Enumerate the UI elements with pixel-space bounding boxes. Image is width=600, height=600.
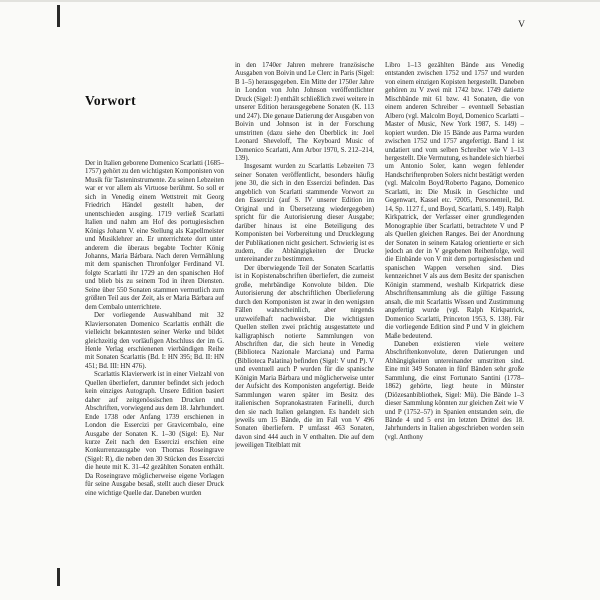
page-number: V xyxy=(518,20,525,30)
text-column-3 xyxy=(385,62,524,586)
scan-mark-top xyxy=(57,5,60,27)
paragraph: in den 1740er Jahren mehrere französische Ausgaben von Boivin und Le Clerc in Paris (Sigel: B 1–5) herausgegeben. Ein Mitte der 1750er Jahre in London von John Johnson veröffentlichter Druck (Sigel: J) enthält schließlich zwei weitere in unserer Edition herausgegebene Sonaten (K. 113 und 247). Die genaue Datierung der Ausgaben von Boivin und Johnson ist in der Forschung umstritten (dazu siehe den Überblick in: Joel Leonard Sheveloff, The Keyboard Music of Domenico Scarlatti, Ann Arbor 1970, S. 212–214, 139). xyxy=(235,62,374,162)
paragraph: Der vorliegende Auswahlband mit 32 Klaviersonaten Domenico Scarlattis enthält die vielleicht bekanntesten seiner Werke und bildet gleichzeitig den vorläufigen Abschluss der im G. Henle Verlag erschienenen vierbändigen Reihe mit Sonaten Scarlattis (Bd. I: HN 395; Bd. II: HN 451; Bd. III: HN 476). xyxy=(85,312,224,370)
paragraph: Der überwiegende Teil der Sonaten Scarlattis ist in Kopistenabschriften überliefert, die zumeist große, mehrbändige Konvolute bilden. Die Autorisierung der abschriftlichen Überlieferung durch den Komponisten ist zwar in den wenigsten Fällen wahrscheinlich, aber nirgends unzweifelhaft nachweisbar. Die wichtigsten Quellen stellen zwei prächtig ausgestattete und kalligraphisch notierte Sammlungen von Abschriften dar, die sich heute in Venedig (Biblioteca Nazionale Marciana) und Parma (Biblioteca Palatina) befinden (Sigel: V und P). V und eventuell auch P wurden für die spanische Königin Maria Bárbara und möglicherweise unter der Aufsicht des Komponisten angefertigt. Beide Sammlungen waren später im Besitz des italienischen Sopranokastraten Farinelli, durch den sie nach Italien gelangten. Es handelt sich jeweils um 15 Bände, die im Fall von V 496 Sonaten überliefern. P umfasst 463 Sonaten, davon sind 444 auch in V enthalten. Die auf dem jeweiligen Titelblatt mit xyxy=(235,264,374,450)
text-column-1 xyxy=(85,160,224,586)
text-column-2 xyxy=(235,62,374,586)
page-edge-line xyxy=(0,0,600,2)
scan-mark-bottom xyxy=(57,568,60,586)
paragraph: Der in Italien geborene Domenico Scarlatti (1685–1757) gehört zu den wichtigsten Komponisten von Musik für Tasteninstrumente. Zu seinen Lebzeiten war er vor allem als Virtuose berühmt. So soll er sich in Venedig einem Wettstreit mit Georg Friedrich Händel gestellt haben, der unentschieden ausging. 1719 verließ Scarlatti Italien und nahm am Hof des portugiesischen Königs Johann V. eine Stellung als Kapellmeister und Musiklehrer an. Er unterrichtete dort unter anderem die überaus begabte Tochter König Johanns, Maria Bárbara. Nach deren Vermählung mit dem spanischen Thronfolger Ferdinand VI. folgte Scarlatti ihr 1729 an den spanischen Hof und blieb bis zu seinem Tod in ihren Diensten. Seine über 550 Sonaten stammen vermutlich zum größten Teil aus der Zeit, als er Maria Bárbara auf dem Cembalo unterrichtete. xyxy=(85,160,224,311)
paragraph: Insgesamt wurden zu Scarlattis Lebzeiten 73 seiner Sonaten veröffentlicht, besonders häufig jene 30, die sich in den Essercizi befinden. Das angeblich von Scarlatti stammende Vorwort zu den Essercizi (auf S. IV unserer Edition im Original und in Übersetzung wiedergegeben) spricht für die Autorisierung dieser Ausgabe; darüber hinaus ist eine Beteiligung des Komponisten bei Vorbereitung und Drucklegung der Publikationen nicht gesichert. Schwierig ist es zudem, die Abhängigkeiten der Drucke untereinander zu bestimmen. xyxy=(235,163,374,264)
paragraph: Libro 1–13 gezählten Bände aus Venedig entstanden zwischen 1752 und 1757 und wurden von einem einzigen Kopisten hergestellt. Daneben gehören zu V zwei mit 1742 bzw. 1749 datierte Mischbände mit 61 bzw. 41 Sonaten, die von einem anderen Schreiber – eventuell Sebastian Albero (vgl. Malcolm Boyd, Domenico Scarlatti – Master of Music, New York 1987, S. 149) – kopiert wurden. Die 15 Bände aus Parma wurden zwischen 1752 und 1757 angefertigt. Band 1 ist undatiert und vom selben Schreiber wie V 1–13 hergestellt. Die Vermutung, es handele sich hierbei um Antonio Soler, kann wegen fehlender Handschriftenproben Solers nicht bestätigt werden (vgl. Malcolm Boyd/Roberto Pagano, Domenico Scarlatti, in: Die Musik in Geschichte und Gegenwart, Kassel etc. ²2005, Personenteil, Bd. 14, Sp. 1127 f., und Boyd, Scarlatti, S. 149). Ralph Kirkpatrick, der Verfasser einer grundlegenden Monographie über Scarlatti, betrachtete V und P als Quellen gleichen Ranges. Bei der Anordnung der Sonaten in seinem Katalog orientierte er sich jedoch an der in V gegebenen Reihenfolge, weil die Einbände von V mit dem portugiesischen und spanischen Wappen versehen sind. Dies kennzeichnet V als aus dem Besitz der spanischen Königin stammend, weshalb Kirkpatrick diese Abschriftensammlung als die gültige Fassung ansah, die mit Scarlattis Wissen und Zustimmung angefertigt wurde (vgl. Ralph Kirkpatrick, Domenico Scarlatti, Princeton 1953, S. 138). Für die vorliegende Edition sind P und V in gleichem Maße bedeutend. xyxy=(385,62,524,340)
page-title: Vorwort xyxy=(85,93,137,109)
paragraph: Scarlattis Klavierwerk ist in einer Vielzahl von Quellen überliefert, darunter befindet sich jedoch kein einziges Autograph. Unsere Edition basiert daher auf zeitgenössischen Drucken und Abschriften, vorwiegend aus dem 18. Jahrhundert. Ende 1738 oder Anfang 1739 erschienen in London die Essercizi per Gravicembalo, eine Ausgabe der Sonaten K. 1–30 (Sigel: E). Nur kurze Zeit nach den Essercizi erschien eine Konkurrenzausgabe von Thomas Roseingrave (Sigel: R), die neben den 30 Stücken des Essercizi die heute mit K. 31–42 gezählten Sonaten enthält. Da Roseingrave möglicherweise eigene Vorlagen für seine Ausgabe besaß, stellt auch dieser Druck eine wichtige Quelle dar. Daneben wurden xyxy=(85,371,224,497)
paragraph: Daneben existieren viele weitere Abschriftenkonvolute, deren Datierungen und Abhängigkeiten untereinander umstritten sind. Eine mit 349 Sonaten in fünf Bänden sehr große Sammlung, die einst Fortunato Santini (1778–1862) gehörte, liegt heute in Münster (Diözesanbibliothek, Sigel: Mü). Die Bände 1–3 dieser Sammlung könnten zur gleichen Zeit wie V und P (1752–57) in Spanien entstanden sein, die Bände 4 und 5 erst im letzten Drittel des 18. Jahrhunderts in Italien abgeschrieben worden sein (vgl. Anthony xyxy=(385,340,524,441)
